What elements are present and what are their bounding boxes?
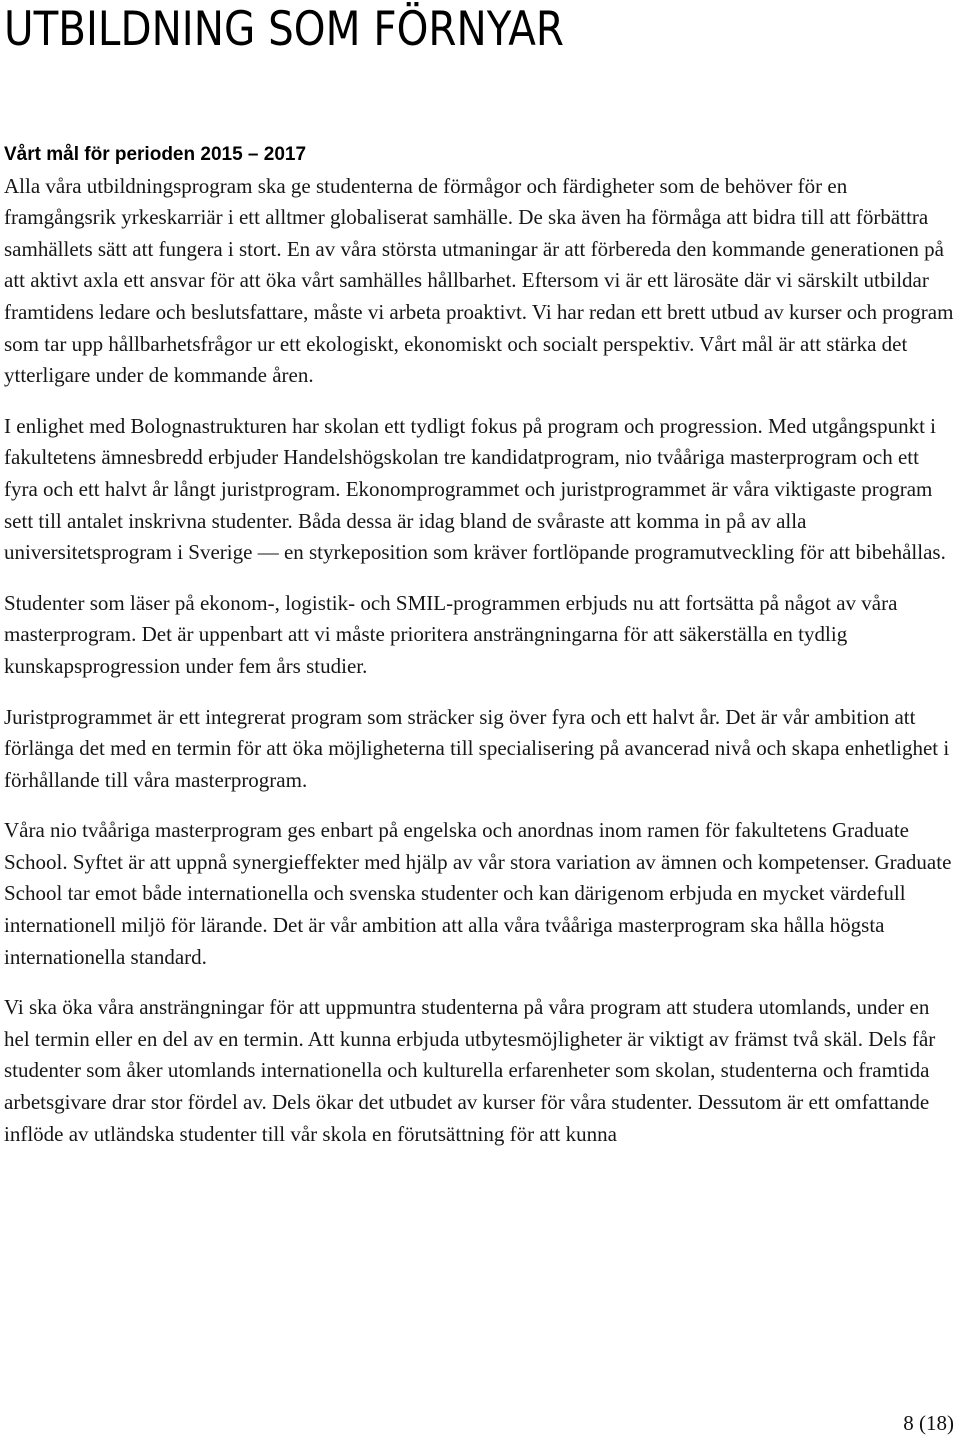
paragraph-exchange: Vi ska öka våra ansträngningar för att uppmuntra studenterna på våra program att studera utomlands, under en hel termin eller en del av en termin. Att kunna erbjuda utbytesmöjligheter är viktigt av främst två skäl. Dels får studenter som åker utomlands internationella och kulturella erfarenheter som skolan, studenterna och framtida arbetsgivare drar stor fördel av. Dels ökar det utbudet av kurser för våra studenter. Dessutom är ett omfattande inflöde av utländska studenter till vår skola en förutsättning för att kunna — [4, 995, 936, 1146]
paragraph-law-program: Juristprogrammet är ett integrerat program som sträcker sig över fyra och ett halvt år. Det är vår ambition att förlänga det med en termin för att öka möjligheterna till specialisering på avancerad nivå och skapa enhetlighet i förhållande till våra masterprogram. — [4, 704, 950, 792]
document-body — [4, 139, 956, 1169]
paragraph-bologna: I enlighet med Bolognastrukturen har skolan ett tydligt fokus på program och progression. Med utgångspunkt i fakultetens ämnesbredd erbjuder Handelshögskolan tre kandidatprogram, nio tvååriga masterprogram och ett fyra och ett halvt år långt juristprogram. Ekonomprogrammet och juristprogrammet är våra viktigaste program sett till antalet inskrivna studenter. Båda dessa är idag bland de svåraste att komma in på av alla universitetsprogram i Sverige — en styrkeposition som kräver fortlöpande programutveckling för att bibehållas. — [4, 413, 946, 565]
page-number: 8 (18) — [903, 1411, 954, 1435]
paragraph-master-continuation: Studenter som läser på ekonom-, logistik- och SMIL-programmen erbjuds nu att fortsätta på något av våra masterprogram. Det är uppenbart att vi måste prioritera ansträngningarna för att säkerställa en tydlig kunskapsprogression under fem års studier. — [4, 590, 898, 678]
section-heading: Vårt mål för perioden 2015 – 2017 — [4, 144, 307, 165]
paragraph-graduate-school: Våra nio tvååriga masterprogram ges enbart på engelska och anordnas inom ramen för fakultetens Graduate School. Syftet är att uppnå synergieffekter med hjälp av vår stora variation av ämnen och kompetenser. Graduate School tar emot både internationella och svenska studenter och kan därigenom erbjuda en mycket värdefull internationell miljö för lärande. Det är vår ambition att alla våra tvååriga masterprogram ska hålla högsta internationella standard. — [4, 818, 952, 969]
page-title: UTBILDNING SOM FÖRNYAR — [4, 2, 565, 57]
paragraph-goals: Alla våra utbildningsprogram ska ge studenterna de förmågor och färdigheter som de behöver för en framgångsrik yrkeskarriär i ett alltmer globaliserat samhälle. De ska även ha förmåga att bidra till att förbättra samhällets sätt att fungera i stort. En av våra största utmaningar är att förbereda den kommande generationen på att aktivt axla ett ansvar för att öka vårt samhälles hållbarhet. Eftersom vi är ett lärosäte där vi särskilt utbildar framtidens ledare och beslutsfattare, måste vi arbeta proaktivt. Vi har redan ett brett utbud av kurser och program som tar upp hållbarhetsfrågor ur ett ekologiskt, ekonomiskt och socialt perspektiv. Vårt mål är att stärka det ytterligare under de kommande åren. — [4, 173, 954, 388]
